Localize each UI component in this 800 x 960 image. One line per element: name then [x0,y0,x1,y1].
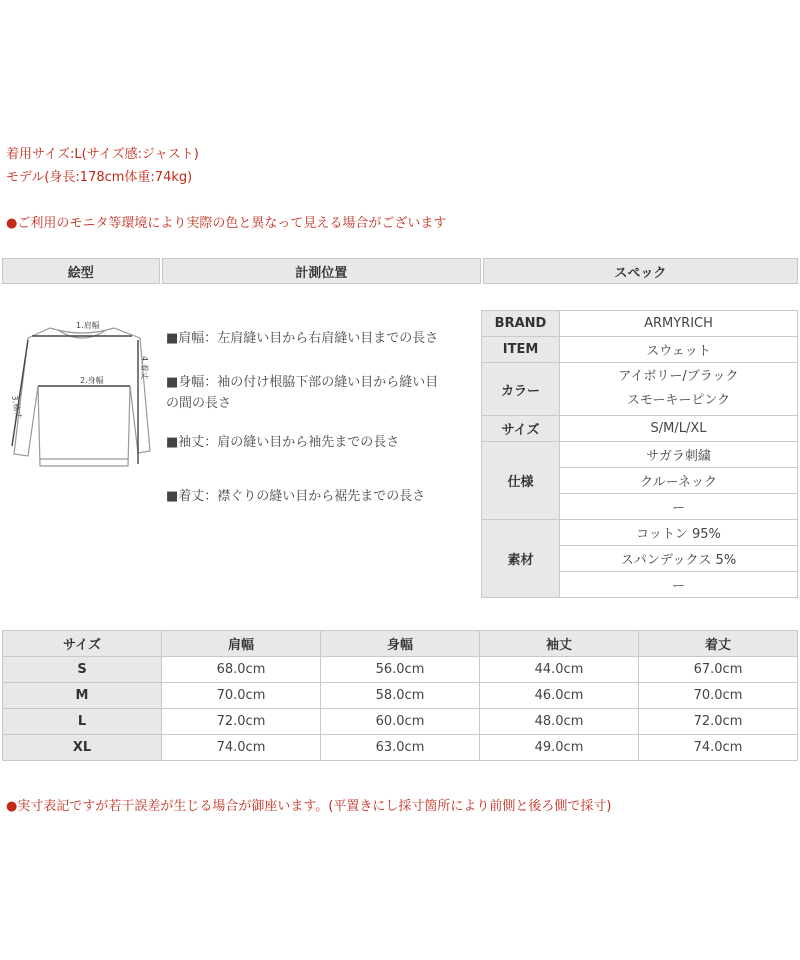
spec-color-1: アイボリー/ブラック [618,369,739,384]
value-cell: 74.0cm [639,735,798,761]
spec-color-2: スモーキーピンク [626,393,731,408]
value-cell: 63.0cm [321,735,480,761]
diagram-label-length: 4.着丈 [140,356,149,380]
value-cell: 44.0cm [480,657,639,683]
size-table-header [3,631,798,657]
spec-value-size: S/M/L/XL [560,416,798,442]
spec-value-material-2: スパンデックス 5% [560,546,798,572]
spec-value-material-3: ー [560,572,798,598]
value-cell: 46.0cm [480,683,639,709]
diagram-label-shoulder: 1.肩幅 [76,321,100,330]
section-header [2,258,798,284]
size-header-shoulder: 肩幅 [162,631,321,657]
size-cell: S [3,657,162,683]
size-header-sleeve: 袖丈 [480,631,639,657]
spec-row-color [482,363,798,416]
measurement-note: ●実寸表記ですが若干誤差が生じる場合が御座います。(平置きにし採寸箇所により前側と後ろ側で採寸) [6,799,612,814]
value-cell: 74.0cm [162,735,321,761]
diagram-label-chest: 2.身幅 [80,376,104,385]
spec-label-shiyo: 仕様 [482,442,560,520]
spec-row-item [482,337,798,363]
size-table [2,630,798,761]
size-cell: XL [3,735,162,761]
size-header-size: サイズ [3,631,162,657]
sleeve-measure-line [12,340,28,446]
spec-row-shiyo-1 [482,442,798,468]
spec-label-color: カラー [482,363,560,416]
value-cell: 70.0cm [162,683,321,709]
size-worn-note: 着用サイズ:L(サイズ感:ジャスト) [6,147,199,162]
header-measure-position: 計測位置 [162,258,481,284]
value-cell: 48.0cm [480,709,639,735]
spec-value-color [560,363,798,416]
measure-sleeve: ■袖丈：肩の縫い目から袖先までの長さ [166,435,400,450]
table-row [3,657,798,683]
size-cell: M [3,683,162,709]
measure-chest [166,372,438,414]
measure-chest-line1: ■身幅：袖の付け根脇下部の縫い目から縫い目 [166,375,439,390]
spec-label-material: 素材 [482,520,560,598]
spec-row-material-1 [482,520,798,546]
spec-value-shiyo-3: ー [560,494,798,520]
diagram-label-sleeve: 3.袖丈 [10,394,23,420]
measure-length: ■着丈：襟ぐりの縫い目から裾先までの長さ [166,489,426,504]
sweatshirt-diagram [0,316,165,476]
value-cell: 72.0cm [162,709,321,735]
table-row [3,683,798,709]
size-header-chest: 身幅 [321,631,480,657]
header-illustration: 絵型 [2,258,160,284]
spec-row-brand [482,311,798,337]
model-note: モデル(身長:178cm体重:74kg) [6,170,193,185]
shirt-outline [14,328,150,466]
size-cell: L [3,709,162,735]
spec-value-shiyo-2: クルーネック [560,468,798,494]
value-cell: 49.0cm [480,735,639,761]
spec-table [481,310,798,598]
spec-row-size [482,416,798,442]
measure-chest-line2: の間の長さ [166,396,232,411]
value-cell: 72.0cm [639,709,798,735]
size-header-length: 着丈 [639,631,798,657]
spec-value-shiyo-1: サガラ刺繍 [560,442,798,468]
spec-label-size: サイズ [482,416,560,442]
value-cell: 70.0cm [639,683,798,709]
spec-label-brand: BRAND [482,311,560,337]
table-row [3,709,798,735]
value-cell: 58.0cm [321,683,480,709]
monitor-note: ●ご利用のモニタ等環境により実際の色と異なって見える場合がございます [6,216,447,231]
value-cell: 68.0cm [162,657,321,683]
value-cell: 60.0cm [321,709,480,735]
header-spec: スペック [483,258,798,284]
measure-shoulder: ■肩幅：左肩縫い目から右肩縫い目までの長さ [166,331,439,346]
spec-value-material-1: コットン 95% [560,520,798,546]
spec-label-item: ITEM [482,337,560,363]
value-cell: 56.0cm [321,657,480,683]
table-row [3,735,798,761]
value-cell: 67.0cm [639,657,798,683]
spec-value-brand: ARMYRICH [560,311,798,337]
spec-value-item: スウェット [560,337,798,363]
